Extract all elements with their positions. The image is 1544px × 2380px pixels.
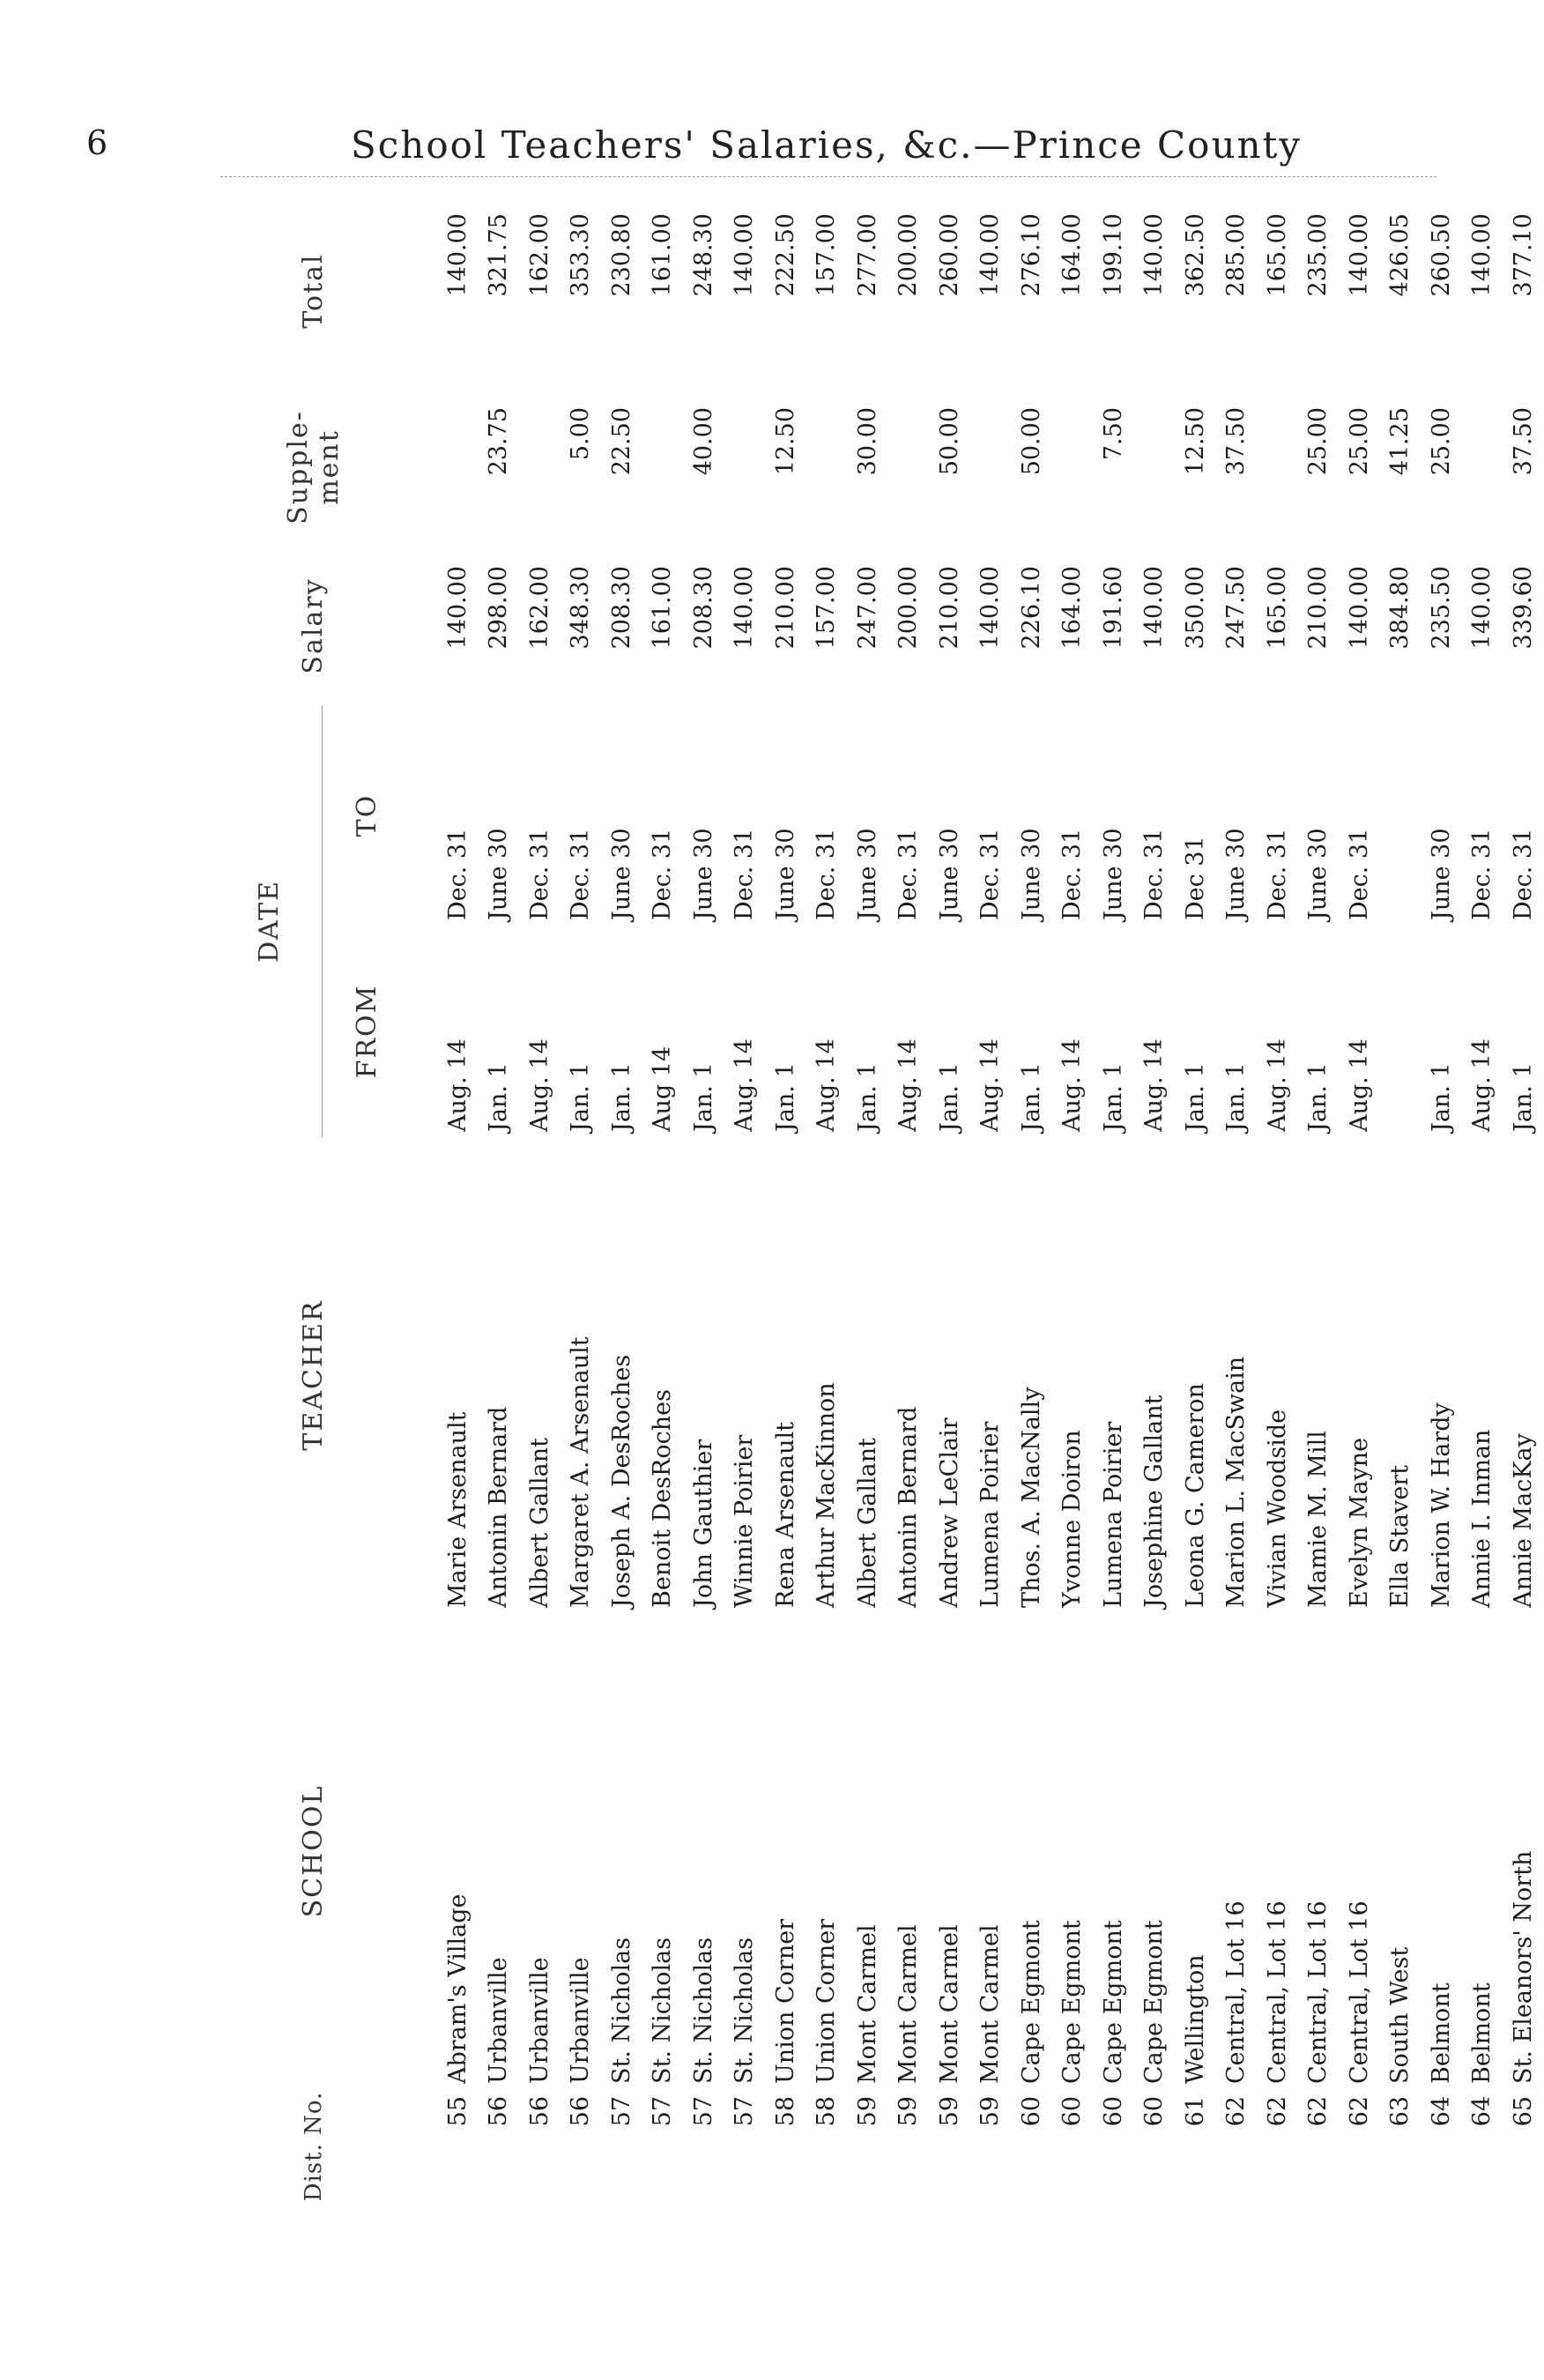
- date-to-cell: June 30: [1222, 828, 1251, 920]
- dist-no-cell: 57: [607, 2096, 635, 2127]
- salary-cell: 339.60: [1509, 566, 1537, 650]
- salary-cell: 164.00: [1058, 566, 1087, 650]
- supplement-cell: 41.25: [1386, 407, 1414, 476]
- total-cell: 353.30: [567, 213, 595, 297]
- table-row: [1462, 194, 1503, 2204]
- dist-no-cell: 61: [1181, 2096, 1209, 2127]
- table-row: [601, 194, 642, 2204]
- salary-cell: 140.00: [1140, 566, 1169, 650]
- total-cell: 222.50: [771, 213, 799, 297]
- school-cell: Belmont: [1468, 1982, 1496, 2084]
- date-from-cell: Aug. 14: [1468, 1038, 1496, 1132]
- date-from-cell: Jan. 1: [1427, 1062, 1455, 1132]
- date-from-cell: Aug. 14: [813, 1038, 841, 1132]
- teacher-cell: Benoit DesRoches: [649, 1389, 677, 1608]
- dist-no-cell: 58: [813, 2096, 841, 2127]
- salary-cell: 247.00: [853, 566, 881, 650]
- teacher-cell: Arthur MacKinnon: [813, 1382, 841, 1608]
- school-cell: Central, Lot 16: [1304, 1900, 1332, 2084]
- table-row: [1011, 194, 1052, 2204]
- col-header-school: SCHOOL: [298, 1784, 329, 1918]
- table-row: [888, 194, 930, 2204]
- date-from-cell: Jan. 1: [607, 1062, 635, 1132]
- date-from-cell: Jan. 1: [1222, 1062, 1251, 1132]
- dist-no-cell: 55: [443, 2096, 471, 2127]
- teacher-cell: Albert Gallant: [525, 1437, 553, 1608]
- date-to-cell: June 30: [853, 828, 881, 920]
- total-cell: 200.00: [894, 213, 923, 297]
- supplement-cell: 37.50: [1509, 407, 1537, 476]
- date-from-cell: Jan. 1: [935, 1062, 963, 1132]
- school-cell: St. Nicholas: [689, 1937, 717, 2084]
- table-row: [1134, 194, 1176, 2204]
- total-cell: 140.00: [1468, 213, 1496, 297]
- date-to-cell: June 30: [1427, 828, 1455, 920]
- school-cell: Urbanville: [567, 1957, 595, 2084]
- date-to-cell: Dec 31: [1181, 836, 1209, 920]
- header-divider: [220, 176, 1436, 177]
- dist-no-cell: 60: [1017, 2096, 1045, 2127]
- school-cell: Cape Egmont: [1099, 1920, 1127, 2084]
- supplement-cell: [1134, 388, 1176, 547]
- teacher-cell: Vivian Woodside: [1263, 1409, 1291, 1608]
- total-cell: 140.00: [976, 213, 1005, 297]
- school-cell: Mont Carmel: [853, 1924, 881, 2084]
- date-from-cell: Jan. 1: [1181, 1062, 1209, 1132]
- teacher-cell: Leona G. Cameron: [1181, 1383, 1209, 1608]
- date-from-cell: Jan. 1: [1017, 1062, 1045, 1132]
- table-row: [479, 194, 520, 2204]
- table-row: [1257, 194, 1298, 2204]
- teacher-cell: Antonin Bernard: [894, 1406, 923, 1608]
- salary-cell: 161.00: [649, 566, 677, 650]
- dist-no-cell: 59: [894, 2096, 923, 2127]
- date-to-cell: Dec. 31: [1345, 828, 1373, 920]
- salary-cell: 165.00: [1263, 566, 1291, 650]
- total-cell: 277.00: [853, 213, 881, 297]
- school-cell: St. Nicholas: [731, 1937, 759, 2084]
- teacher-cell: Margaret A. Arsenault: [567, 1336, 595, 1608]
- table-row: [437, 194, 479, 2204]
- dist-no-cell: 63: [1386, 2096, 1414, 2127]
- date-from-cell: Jan. 1: [853, 1062, 881, 1132]
- date-to-cell: Dec. 31: [731, 828, 759, 920]
- date-from-cell: Jan. 1: [689, 1062, 717, 1132]
- table-row: [765, 194, 806, 2204]
- total-cell: 426.05: [1386, 213, 1414, 297]
- teacher-cell: Marie Arsenault: [443, 1411, 471, 1608]
- supplement-cell: 37.50: [1222, 407, 1251, 476]
- date-to-cell: June 30: [1017, 828, 1045, 920]
- col-header-total: Total: [298, 253, 329, 329]
- school-cell: St. Nicholas: [649, 1937, 677, 2084]
- school-cell: Belmont: [1427, 1982, 1455, 2084]
- total-cell: 140.00: [1140, 213, 1169, 297]
- table-row: [724, 194, 766, 2204]
- teacher-cell: Mamie M. Mill: [1304, 1431, 1332, 1608]
- total-cell: 230.80: [607, 213, 635, 297]
- total-cell: 161.00: [649, 213, 677, 297]
- teacher-cell: Annie I. Inman: [1468, 1429, 1496, 1608]
- teacher-cell: Marion L. MacSwain: [1222, 1356, 1251, 1608]
- supplement-cell: [724, 388, 766, 547]
- total-cell: 260.00: [935, 213, 963, 297]
- salary-cell: 384.80: [1386, 566, 1414, 650]
- date-to-cell: June 30: [1099, 828, 1127, 920]
- supplement-cell: [1052, 388, 1094, 547]
- school-cell: Urbanville: [525, 1957, 553, 2084]
- salary-cell: 191.60: [1099, 566, 1127, 650]
- date-from-cell: Aug 14: [649, 1045, 677, 1132]
- dist-no-cell: 60: [1058, 2096, 1087, 2127]
- dist-no-cell: 62: [1222, 2096, 1251, 2127]
- school-cell: St. Eleanors' North: [1509, 1850, 1537, 2084]
- school-cell: South West: [1386, 1946, 1414, 2084]
- school-cell: Mont Carmel: [894, 1924, 923, 2084]
- salary-cell: 226.10: [1017, 566, 1045, 650]
- table-row: [970, 194, 1012, 2204]
- table-row: [929, 194, 970, 2204]
- date-from-cell: Jan. 1: [771, 1062, 799, 1132]
- date-from-cell: Jan. 1: [485, 1062, 513, 1132]
- total-cell: 377.10: [1509, 213, 1537, 297]
- table-header: [216, 194, 437, 2204]
- col-header-teacher: TEACHER: [298, 1299, 329, 1451]
- dist-no-cell: 65: [1509, 2096, 1537, 2127]
- supplement-cell: 25.00: [1427, 407, 1455, 476]
- dist-no-cell: 57: [649, 2096, 677, 2127]
- dist-no-cell: 56: [525, 2096, 553, 2127]
- total-cell: 165.00: [1263, 213, 1291, 297]
- supplement-cell: [642, 388, 684, 547]
- school-cell: St. Nicholas: [607, 1937, 635, 2084]
- date-from-cell: Aug. 14: [525, 1038, 553, 1132]
- teacher-cell: Thos. A. MacNally: [1017, 1387, 1045, 1608]
- total-cell: 162.00: [525, 213, 553, 297]
- supplement-cell: [888, 388, 930, 547]
- teacher-cell: Marion W. Hardy: [1427, 1402, 1455, 1608]
- supplement-cell: 25.00: [1304, 407, 1332, 476]
- total-cell: 140.00: [731, 213, 759, 297]
- teacher-cell: Lumena Poirier: [976, 1421, 1005, 1608]
- salary-cell: 157.00: [813, 566, 841, 650]
- date-to-cell: June 30: [607, 828, 635, 920]
- salaries-table: [216, 194, 1544, 2204]
- teacher-cell: Lumena Poirier: [1099, 1421, 1127, 1608]
- dist-no-cell: 59: [976, 2096, 1005, 2127]
- table-row: [1298, 194, 1340, 2204]
- table-row: [683, 194, 724, 2204]
- salary-cell: 140.00: [976, 566, 1005, 650]
- salary-cell: 348.30: [567, 566, 595, 650]
- teacher-cell: Albert Gallant: [853, 1437, 881, 1608]
- date-from-cell: Aug. 14: [976, 1038, 1005, 1132]
- table-body: [437, 194, 1544, 2204]
- table-row: [1093, 194, 1134, 2204]
- date-to-cell: Dec. 31: [567, 828, 595, 920]
- date-from-cell: [1380, 926, 1422, 1137]
- date-to-cell: Dec. 31: [1140, 828, 1169, 920]
- table-row: [519, 194, 560, 2204]
- salary-cell: 140.00: [1468, 566, 1496, 650]
- supplement-cell: 12.50: [771, 407, 799, 476]
- total-cell: 199.10: [1099, 213, 1127, 297]
- teacher-cell: Antonin Bernard: [485, 1406, 513, 1608]
- salary-cell: 208.30: [689, 566, 717, 650]
- table-row: [1175, 194, 1216, 2204]
- school-cell: Cape Egmont: [1017, 1920, 1045, 2084]
- date-from-cell: Aug. 14: [443, 1038, 471, 1132]
- col-header-dist-no: Dist. No.: [300, 2091, 327, 2202]
- supplement-cell: [437, 388, 479, 547]
- salary-cell: 140.00: [1345, 566, 1373, 650]
- teacher-cell: Evelyn Mayne: [1345, 1437, 1373, 1608]
- supplement-cell: [1462, 388, 1503, 547]
- supplement-cell: 30.00: [853, 407, 881, 476]
- table-row: [1421, 194, 1462, 2204]
- teacher-cell: Annie MacKay: [1509, 1433, 1537, 1608]
- salary-cell: 162.00: [525, 566, 553, 650]
- table-row: [847, 194, 888, 2204]
- table-row: [806, 194, 848, 2204]
- col-header-to: TO: [351, 793, 382, 837]
- salary-cell: 208.30: [607, 566, 635, 650]
- dist-no-cell: 60: [1099, 2096, 1127, 2127]
- salary-cell: 140.00: [731, 566, 759, 650]
- school-cell: Union Corner: [813, 1918, 841, 2084]
- date-from-cell: Jan. 1: [1099, 1062, 1127, 1132]
- total-cell: 285.00: [1222, 213, 1251, 297]
- dist-no-cell: 64: [1427, 2096, 1455, 2127]
- supplement-cell: 25.00: [1345, 407, 1373, 476]
- table-row: [1339, 194, 1380, 2204]
- date-from-cell: Aug. 14: [1263, 1038, 1291, 1132]
- dist-no-cell: 56: [567, 2096, 595, 2127]
- table-row: [642, 194, 684, 2204]
- supplement-cell: 22.50: [607, 407, 635, 476]
- dist-no-cell: 59: [935, 2096, 963, 2127]
- dist-no-cell: 64: [1468, 2096, 1496, 2127]
- date-to-cell: Dec. 31: [813, 828, 841, 920]
- col-header-salary: Salary: [298, 577, 329, 674]
- supplement-cell: 5.00: [567, 407, 595, 461]
- supplement-cell: 12.50: [1181, 407, 1209, 476]
- date-from-cell: Jan. 1: [567, 1062, 595, 1132]
- supplement-cell: [970, 388, 1012, 547]
- supplement-cell: 40.00: [689, 407, 717, 476]
- date-to-cell: June 30: [771, 828, 799, 920]
- dist-no-cell: 58: [771, 2096, 799, 2127]
- dist-no-cell: 62: [1345, 2096, 1373, 2127]
- header-spacer: [411, 194, 437, 2204]
- col-header-from: FROM: [351, 984, 382, 1079]
- dist-no-cell: 57: [731, 2096, 759, 2127]
- date-to-cell: Dec. 31: [525, 828, 553, 920]
- teacher-cell: Josephine Gallant: [1140, 1395, 1169, 1608]
- page-number: 6: [86, 123, 108, 162]
- date-from-cell: Aug. 14: [1345, 1038, 1373, 1132]
- table-row: [560, 194, 602, 2204]
- supplement-cell: 23.75: [485, 407, 513, 476]
- total-cell: 140.00: [1345, 213, 1373, 297]
- date-from-cell: Aug. 14: [1058, 1038, 1087, 1132]
- supplement-cell: [806, 388, 848, 547]
- salary-cell: 298.00: [485, 566, 513, 650]
- salary-cell: 247.50: [1222, 566, 1251, 650]
- dist-no-cell: 56: [485, 2096, 513, 2127]
- date-to-cell: June 30: [485, 828, 513, 920]
- date-to-cell: June 30: [935, 828, 963, 920]
- school-cell: Wellington: [1181, 1954, 1209, 2084]
- teacher-cell: Rena Arsenault: [771, 1422, 799, 1608]
- salary-cell: 235.50: [1427, 566, 1455, 650]
- total-cell: 164.00: [1058, 213, 1087, 297]
- date-to-cell: Dec. 31: [1509, 828, 1537, 920]
- salary-cell: 140.00: [443, 566, 471, 650]
- total-cell: 157.00: [813, 213, 841, 297]
- date-to-cell: Dec. 31: [443, 828, 471, 920]
- supplement-cell: [1257, 388, 1298, 547]
- dist-no-cell: 60: [1140, 2096, 1169, 2127]
- page-header: [0, 123, 1473, 185]
- running-title: School Teachers' Salaries, &c.—Prince County: [351, 123, 1303, 167]
- date-to-cell: June 30: [689, 828, 717, 920]
- teacher-cell: Winnie Poirier: [731, 1434, 759, 1608]
- teacher-cell: John Gauthier: [689, 1439, 717, 1608]
- school-cell: Central, Lot 16: [1222, 1900, 1251, 2084]
- teacher-cell: Andrew LeClair: [935, 1417, 963, 1608]
- school-cell: Cape Egmont: [1140, 1920, 1169, 2084]
- total-cell: 321.75: [485, 213, 513, 297]
- rotated-table-container: [216, 194, 1537, 2204]
- supplement-cell: [519, 388, 560, 547]
- total-cell: 140.00: [443, 213, 471, 297]
- table-row: [1380, 194, 1422, 2204]
- school-cell: Abram's Village: [443, 1893, 471, 2084]
- dist-no-cell: 62: [1304, 2096, 1332, 2127]
- school-cell: Union Corner: [771, 1918, 799, 2084]
- table-row: [1503, 194, 1544, 2204]
- supplement-cell: 50.00: [935, 407, 963, 476]
- date-from-cell: Aug. 14: [731, 1038, 759, 1132]
- date-to-cell: Dec. 31: [1058, 828, 1087, 920]
- date-to-cell: [1380, 705, 1422, 926]
- salary-cell: 210.00: [935, 566, 963, 650]
- supplement-cell: 7.50: [1099, 407, 1127, 461]
- total-cell: 260.50: [1427, 213, 1455, 297]
- school-cell: Mont Carmel: [976, 1924, 1005, 2084]
- date-to-cell: Dec. 31: [1263, 828, 1291, 920]
- date-to-cell: Dec. 31: [1468, 828, 1496, 920]
- school-cell: Cape Egmont: [1058, 1920, 1087, 2084]
- date-to-cell: Dec. 31: [894, 828, 923, 920]
- table-row: [1216, 194, 1258, 2204]
- teacher-cell: Yvonne Doiron: [1058, 1430, 1087, 1608]
- teacher-cell: Joseph A. DesRoches: [607, 1354, 635, 1608]
- school-cell: Mont Carmel: [935, 1924, 963, 2084]
- col-header-supplement: Supple- ment: [282, 410, 345, 524]
- total-cell: 276.10: [1017, 213, 1045, 297]
- salary-cell: 210.00: [771, 566, 799, 650]
- school-cell: Urbanville: [485, 1957, 513, 2084]
- date-to-cell: June 30: [1304, 828, 1332, 920]
- school-cell: Central, Lot 16: [1263, 1900, 1291, 2084]
- teacher-cell: Ella Stavert: [1386, 1464, 1414, 1608]
- total-cell: 248.30: [689, 213, 717, 297]
- dist-no-cell: 59: [853, 2096, 881, 2127]
- date-from-cell: Jan. 1: [1509, 1062, 1537, 1132]
- salary-cell: 350.00: [1181, 566, 1209, 650]
- school-cell: Central, Lot 16: [1345, 1900, 1373, 2084]
- total-cell: 235.00: [1304, 213, 1332, 297]
- total-cell: 362.50: [1181, 213, 1209, 297]
- supplement-cell: 50.00: [1017, 407, 1045, 476]
- dist-no-cell: 57: [689, 2096, 717, 2127]
- col-header-date: DATE: [216, 705, 323, 1137]
- date-from-cell: Jan. 1: [1304, 1062, 1332, 1132]
- date-to-cell: Dec. 31: [649, 828, 677, 920]
- date-from-cell: Aug. 14: [894, 1038, 923, 1132]
- salary-cell: 210.00: [1304, 566, 1332, 650]
- date-to-cell: Dec. 31: [976, 828, 1005, 920]
- table-row: [1052, 194, 1094, 2204]
- date-from-cell: Aug. 14: [1140, 1038, 1169, 1132]
- dist-no-cell: 62: [1263, 2096, 1291, 2127]
- salary-cell: 200.00: [894, 566, 923, 650]
